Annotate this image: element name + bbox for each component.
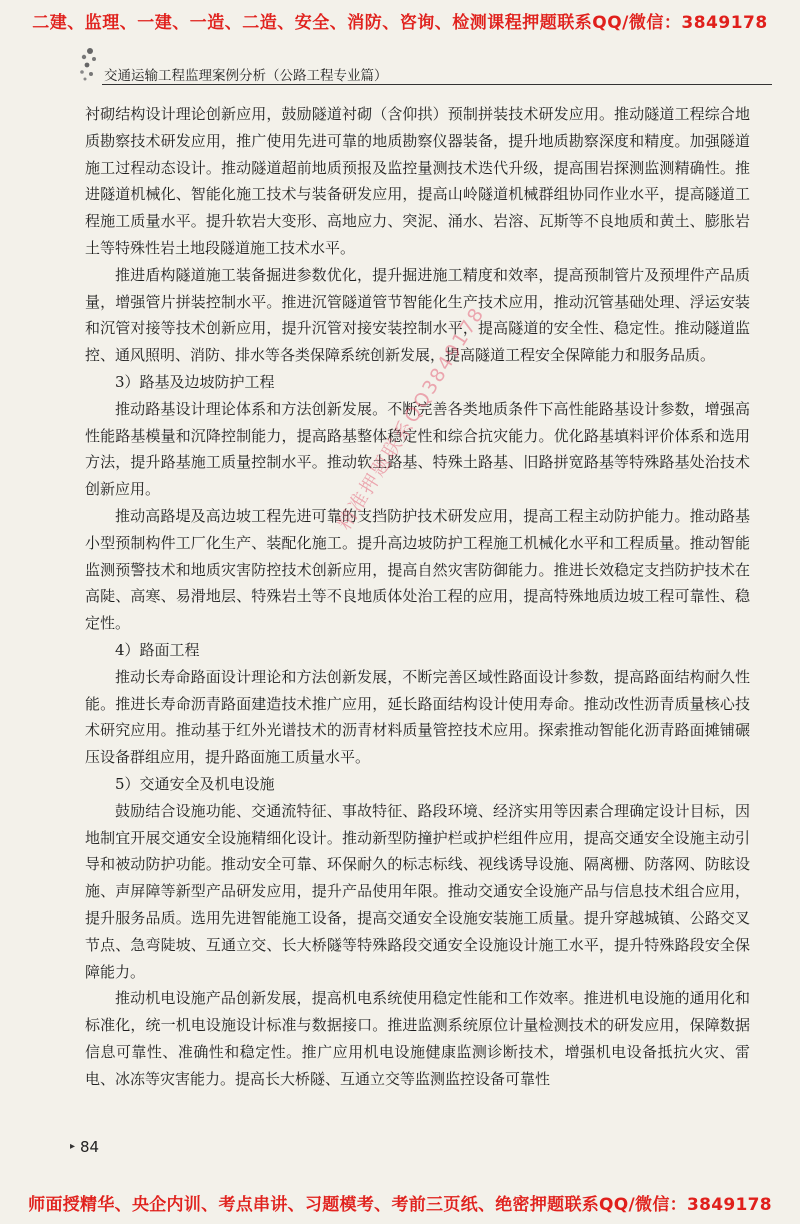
paragraph: 推动长寿命路面设计理论和方法创新发展，不断完善区域性路面设计参数，提高路面结构耐久性能。推进长寿命沥青路面建造技术推广应用，延长路面结构设计使用寿命。推动改性沥青质量核心技术研究应用。推动基于红外光谱技术的沥青材料质量管控技术应用。探索推动智能化沥青路面摊铺碾压设备群组应用，提升路面施工质量水平。 [85, 667, 750, 767]
watermark: 精准押题联系QQ3849178 [333, 302, 490, 534]
paragraph: 推动高路堤及高边坡工程先进可靠的支挡防护技术研发应用，提高工程主动防护能力。推动路基小型预制构件工厂化生产、装配化施工。提升高边坡防护工程施工机械化水平和工程质量。推动智能监测预警技术和地质灾害防控技术创新应用，提高自然灾害防御能力。推进长效稳定支挡防护技术在高陡、高寒、易滑地层、特殊岩土等不良地质体处治工程的应用，提高特殊地质边坡工程可靠性、稳定性。 [85, 506, 750, 633]
body-text [85, 101, 750, 1092]
paragraph: 衬砌结构设计理论创新应用，鼓励隧道衬砌（含仰拱）预制拼装技术研发应用。推动隧道工程综合地质勘察技术研发应用，推广使用先进可靠的地质勘察仪器装备，提升地质勘察深度和精度。加强隧道施工过程动态设计。推动隧道超前地质预报及监控量测技术迭代升级，提高围岩探测监测精确性。推进隧道机械化、智能化施工技术与装备研发应用，提高山岭隧道机械群组协同作业水平，提高隧道工程施工质量水平。提升软岩大变形、高地应力、突泥、涌水、岩溶、瓦斯等不良地质和黄土、膨胀岩土等特殊性岩土地段隧道施工技术水平。 [85, 105, 750, 257]
section-heading: 3）路基及边坡防护工程 [115, 372, 275, 391]
paragraph: 推动路基设计理论体系和方法创新发展。不断完善各类地质条件下高性能路基设计参数，增强高性能路基模量和沉降控制能力，提高路基整体稳定性和综合抗灾能力。优化路基填料评价体系和选用方法，提升路基施工质量控制水平。推动软土路基、特殊土路基、旧路拼宽路基等特殊路基处治技术创新应用。 [85, 399, 750, 499]
header-rule [102, 84, 772, 85]
ornament-icon [76, 44, 102, 84]
section-heading: 4）路面工程 [115, 640, 200, 659]
bottom-ad-banner: 师面授精华、央企内训、考点串讲、习题模考、考前三页纸、绝密押题联系QQ/微信：3849178 [28, 1195, 772, 1215]
running-title: 交通运输工程监理案例分析（公路工程专业篇） [104, 68, 388, 84]
paragraph: 鼓励结合设施功能、交通流特征、事故特征、路段环境、经济实用等因素合理确定设计目标，因地制宜开展交通安全设施精细化设计。推动新型防撞护栏或护栏组件应用，提高交通安全设施主动引导和被动防护功能。推动安全可靠、环保耐久的标志标线、视线诱导设施、隔离栅、防落网、防眩设施、声屏障等新型产品研发应用，提升产品使用年限。推动交通安全设施产品与信息技术组合应用，提升服务品质。选用先进智能施工设备，提高交通安全设施安装施工质量。提升穿越城镇、公路交叉节点、急弯陡坡、互通立交、长大桥隧等特殊路段交通安全设施设计施工水平，提升特殊路段安全保障能力。 [85, 801, 750, 981]
paragraph: 推动机电设施产品创新发展，提高机电系统使用稳定性能和工作效率。推进机电设施的通用化和标准化，统一机电设施设计标准与数据接口。推进监测系统原位计量检测技术的研发应用，保障数据信息可靠性、准确性和稳定性。推广应用机电设施健康监测诊断技术，增强机电设备抵抗火灾、雷电、冰冻等灾害能力。提高长大桥隧、互通立交等监测监控设备可靠性 [85, 989, 750, 1088]
top-ad-banner: 二建、监理、一建、一造、二造、安全、消防、咨询、检测课程押题联系QQ/微信：3849178 [32, 13, 768, 33]
page-marker-icon: ▸ [70, 1141, 76, 1152]
running-header [76, 44, 776, 84]
section-heading: 5）交通安全及机电设施 [115, 774, 275, 793]
page-number: 84 [80, 1138, 100, 1156]
paragraph: 推进盾构隧道施工装备掘进参数优化，提升掘进施工精度和效率，提高预制管片及预埋件产品质量，增强管片拼装控制水平。推进沉管隧道管节智能化生产技术应用，推动沉管基础处理、浮运安装和沉管对接等技术创新应用，提升沉管对接安装控制水平，提高隧道的安全性、稳定性。推动隧道监控、通风照明、消防、排水等各类保障系统创新发展，提高隧道工程安全保障能力和服务品质。 [85, 265, 750, 365]
